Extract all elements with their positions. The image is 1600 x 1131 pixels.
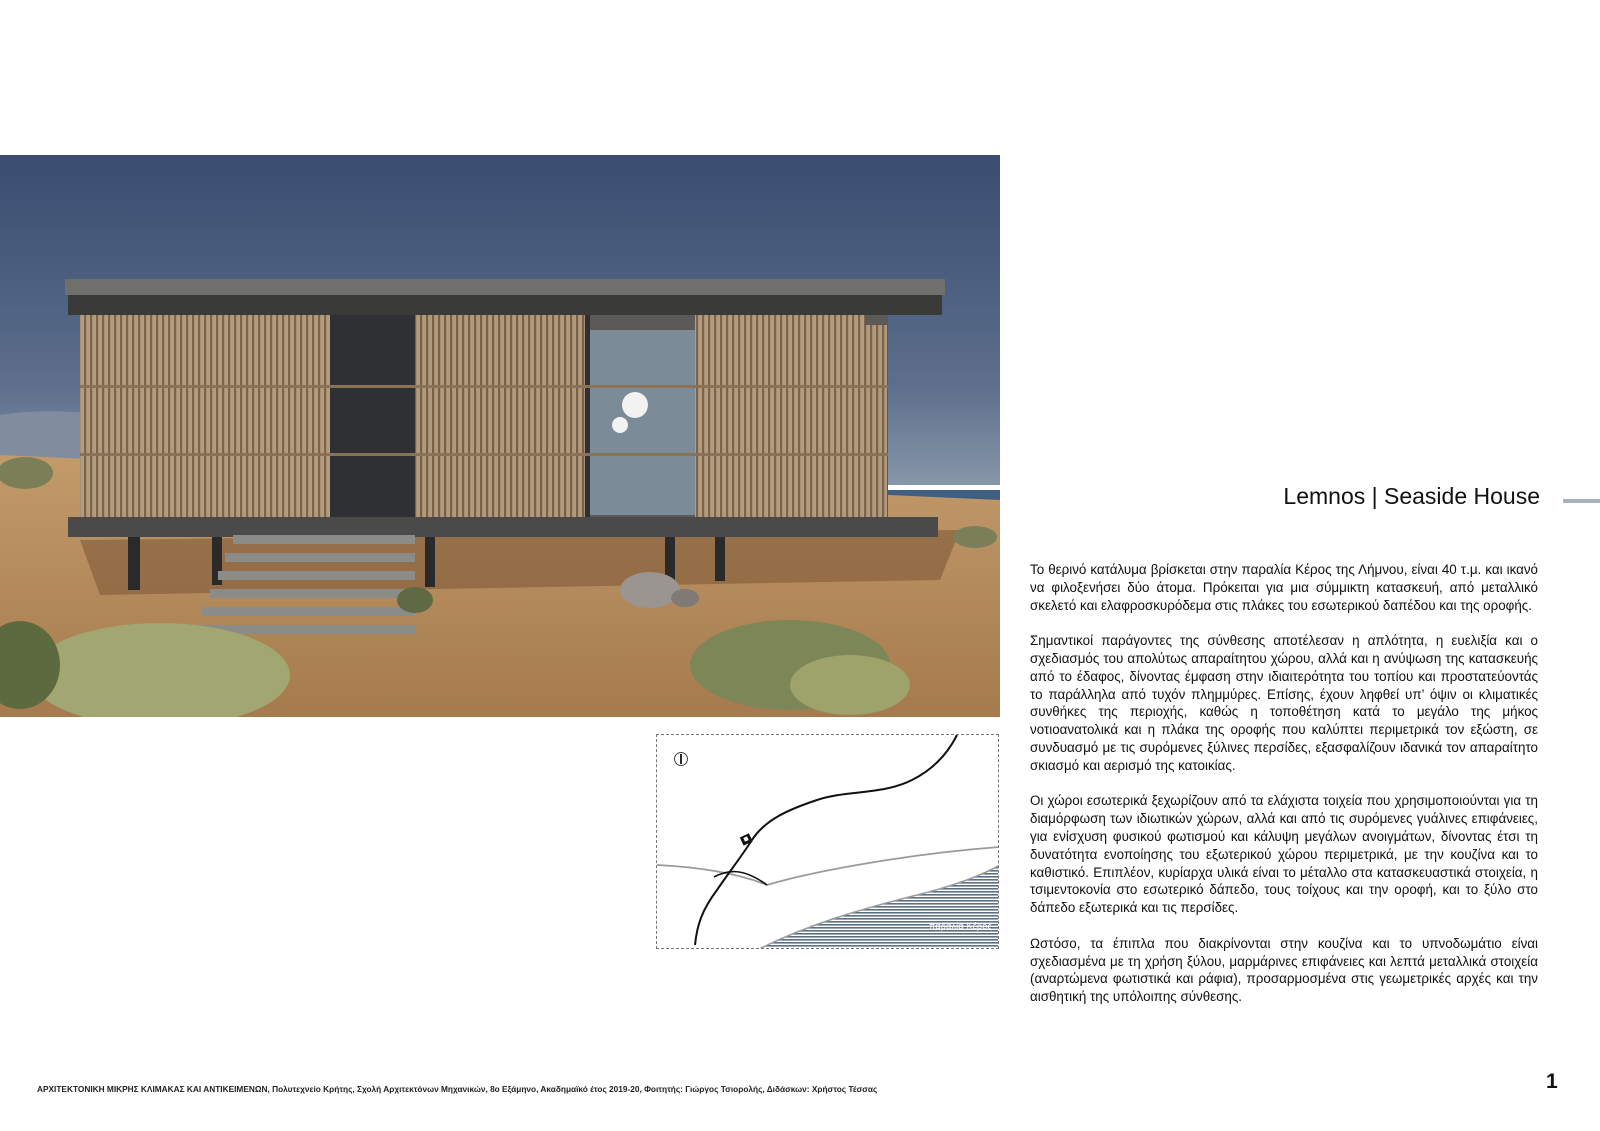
description-paragraph: Το θερινό κατάλυμα βρίσκεται στην παραλία Κέρος της Λήμνου, είναι 40 τ.μ. και ικανό να φιλοξενήσει δύο άτομα. Πρόκειται για μια σύμμικτη κατασκευή, από μεταλλικό σκελετό και ελαφροσκυρόδεμα στις πλάκες του εσωτερικού δαπέδου και της οροφής. bbox=[1030, 562, 1538, 613]
screen bbox=[80, 315, 330, 517]
site-map bbox=[656, 734, 999, 949]
shrub bbox=[397, 587, 433, 613]
beach-line bbox=[657, 847, 999, 885]
north-arrow-icon bbox=[675, 753, 688, 766]
title-rule bbox=[1563, 499, 1600, 503]
description-paragraph: Ωστόσο, τα έπιπλα που διακρίνονται στην κουζίνα και το υπνοδωμάτιο είναι σχεδιασμένα με τη χρήση ξύλου, μαρμάρινες επιφάνειες και λεπτά μεταλλικά στοιχεία (αναρτώμενα φωτιστικά και ράφια), προσαρμοσμένα στις γεωμετρικές αρχές και την αισθητική της υπόλοιπης σύνθεσης. bbox=[1030, 935, 1538, 1005]
pendant-light bbox=[612, 417, 628, 433]
beach-label: παραλία Κέρος bbox=[929, 921, 992, 931]
rock bbox=[671, 589, 699, 607]
floor-slab bbox=[68, 517, 938, 537]
screen bbox=[415, 315, 585, 517]
description-text bbox=[1030, 561, 1538, 1024]
roof-slab bbox=[65, 279, 945, 295]
footer-credits: ΑΡΧΙΤΕΚΤΟΝΙΚΗ ΜΙΚΡΗΣ ΚΛΙΜΑΚΑΣ ΚΑΙ ΑΝΤΙΚΕΙΜΕΝΩΝ, Πολυτεχνείο Κρήτης, Σχολή Αρχιτεκτόνων Μηχανικών, 8ο Εξάμηνο, Ακαδημαϊκό έτος 2019-20, Φοιτητής: Γιώργος Τσιορολής, Διδάσκων: Χρήστος Τέσσας bbox=[37, 1084, 878, 1094]
screen bbox=[695, 315, 865, 517]
rock bbox=[620, 572, 680, 608]
page-number: 1 bbox=[1546, 1070, 1558, 1093]
shrub bbox=[953, 526, 997, 548]
description-paragraph: Οι χώροι εσωτερικά ξεχωρίζουν από τα ελάχιστα τοιχεία που χρησιμοποιούνται για τη διαμόρφωση των ιδιωτικών χώρων, αλλά και από τις συρόμενες γυάλινες επιφάνειες, για ενίσχυση φυσικού φωτισμού και κάλυψη μεγάλων ανοιγμάτων, δίνοντας έτσι τη δυνατότητα ενοποίησης του εξωτερικού χώρου περιμετρικά, με την κουζίνα και το καθιστικό. Επιπλέον, κυρίαρχα υλικά είναι το μέταλλο στα κατασκευαστικά στοιχεία, η τσιμεντοκονία στο εσωτερικό δάπεδο, τους τοίχους και την οροφή, και το ξύλο στο δάπεδο εξωτερικά και τις περσίδες. bbox=[1030, 793, 1538, 916]
description-paragraph: Σημαντικοί παράγοντες της σύνθεσης αποτέλεσαν η απλότητα, η ευελιξία και ο σχεδιασμός του απολύτως απαραίτητου χώρου, αλλά και η ανύψωση της κατασκευής από το έδαφος, δίνοντας έμφαση στην ιδιαιτερότητα του τοπίου και προστατεύοντάς το παράλληλα από τυχόν πλημμύρες. Επίσης, έχουν ληφθεί υπ’ όψιν οι κλιματικές συνθήκες της περιοχής, καθώς η τοποθέτηση κατά το μεγάλο της μήκος νοτιοανατολικά και η πλάκα της οροφής που καλύπτει περιμετρικά τον εξώστη, σε συνδυασμό με τις συρόμενες ξύλινες περσίδες, εξασφαλίζουν ιδανικά τον απαραίτητο σκιασμό και αερισμό της κατοικίας. bbox=[1030, 633, 1538, 773]
house-render-image bbox=[0, 155, 1000, 717]
shrub bbox=[790, 655, 910, 715]
pendant-light bbox=[622, 392, 648, 418]
project-title: Lemnos | Seaside House bbox=[1283, 483, 1540, 509]
